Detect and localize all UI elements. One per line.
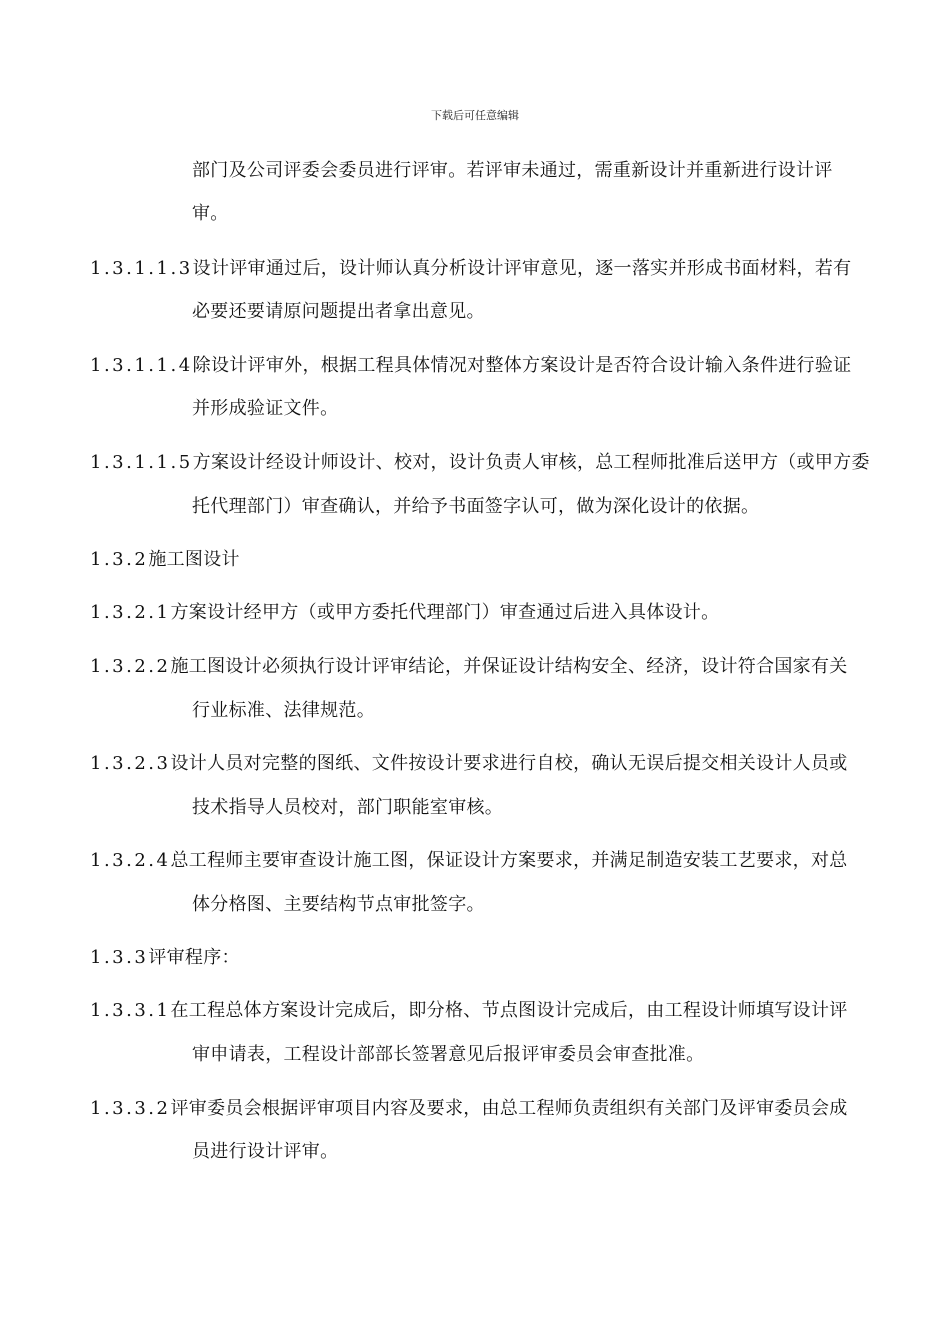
paragraph-text: 总工程师主要审查设计施工图，保证设计方案要求，并满足制造安装工艺要求，对总 (170, 850, 848, 871)
paragraph-first-line (90, 602, 719, 624)
paragraph-first-line (90, 1098, 848, 1120)
section-number: 1.3.2.1 (90, 602, 171, 623)
paragraph-first-line (90, 355, 851, 377)
paragraph-first-line (90, 753, 848, 775)
section-heading (90, 549, 240, 571)
section-number: 1.3.3 (90, 947, 149, 968)
section-number: 1.3.1.1.3 (90, 258, 193, 279)
paragraph-line: 员进行设计评审。 (192, 1141, 339, 1162)
section-number: 1.3.2 (90, 549, 149, 570)
paragraph-first-line (90, 656, 848, 678)
paragraph-text: 除设计评审外，根据工程具体情况对整体方案设计是否符合设计输入条件进行验证 (192, 355, 852, 376)
section-number: 1.3.1.1.4 (90, 355, 193, 376)
paragraph-line: 并形成验证文件。 (192, 398, 339, 419)
paragraph-line: 托代理部门）审查确认，并给予书面签字认可，做为深化设计的依据。 (192, 496, 760, 517)
paragraph-first-line (90, 850, 848, 872)
section-number: 1.3.2.4 (90, 850, 171, 871)
section-number: 1.3.3.1 (90, 1000, 171, 1021)
section-number: 1.3.1.1.5 (90, 452, 193, 473)
section-number: 1.3.2.3 (90, 753, 171, 774)
section-title: 施工图设计 (148, 549, 240, 570)
paragraph-line: 行业标准、法律规范。 (192, 700, 375, 721)
paragraph-first-line (90, 1000, 848, 1022)
page-header: 下载后可任意编辑 (431, 109, 519, 122)
paragraph-line: 必要还要请原问题提出者拿出意见。 (192, 301, 485, 322)
section-heading (90, 947, 240, 969)
paragraph-first-line (90, 452, 870, 474)
section-title: 评审程序： (148, 947, 240, 968)
paragraph-text: 在工程总体方案设计完成后，即分格、节点图设计完成后，由工程设计师填写设计评 (170, 1000, 848, 1021)
paragraph-line: 技术指导人员校对，部门职能室审核。 (192, 797, 504, 818)
paragraph-line: 审。 (192, 203, 229, 224)
paragraph-text: 方案设计经设计师设计、校对，设计负责人审核，总工程师批准后送甲方（或甲方委 (192, 452, 870, 473)
paragraph-first-line (90, 258, 851, 280)
paragraph-line: 部门及公司评委会委员进行评审。若评审未通过，需重新设计并重新进行设计评 (192, 160, 833, 181)
paragraph-line: 审申请表，工程设计部部长签署意见后报评审委员会审查批准。 (192, 1044, 705, 1065)
section-number: 1.3.3.2 (90, 1098, 171, 1119)
paragraph-text: 评审委员会根据评审项目内容及要求，由总工程师负责组织有关部门及评审委员会成 (170, 1098, 848, 1119)
paragraph-line: 体分格图、主要结构节点审批签字。 (192, 894, 485, 915)
paragraph-text: 施工图设计必须执行设计评审结论，并保证设计结构安全、经济，设计符合国家有关 (170, 656, 848, 677)
paragraph-text: 方案设计经甲方（或甲方委托代理部门）审查通过后进入具体设计。 (170, 602, 720, 623)
section-number: 1.3.2.2 (90, 656, 171, 677)
paragraph-text: 设计人员对完整的图纸、文件按设计要求进行自校，确认无误后提交相关设计人员或 (170, 753, 848, 774)
paragraph-text: 设计评审通过后，设计师认真分析设计评审意见，逐一落实并形成书面材料，若有 (192, 258, 852, 279)
